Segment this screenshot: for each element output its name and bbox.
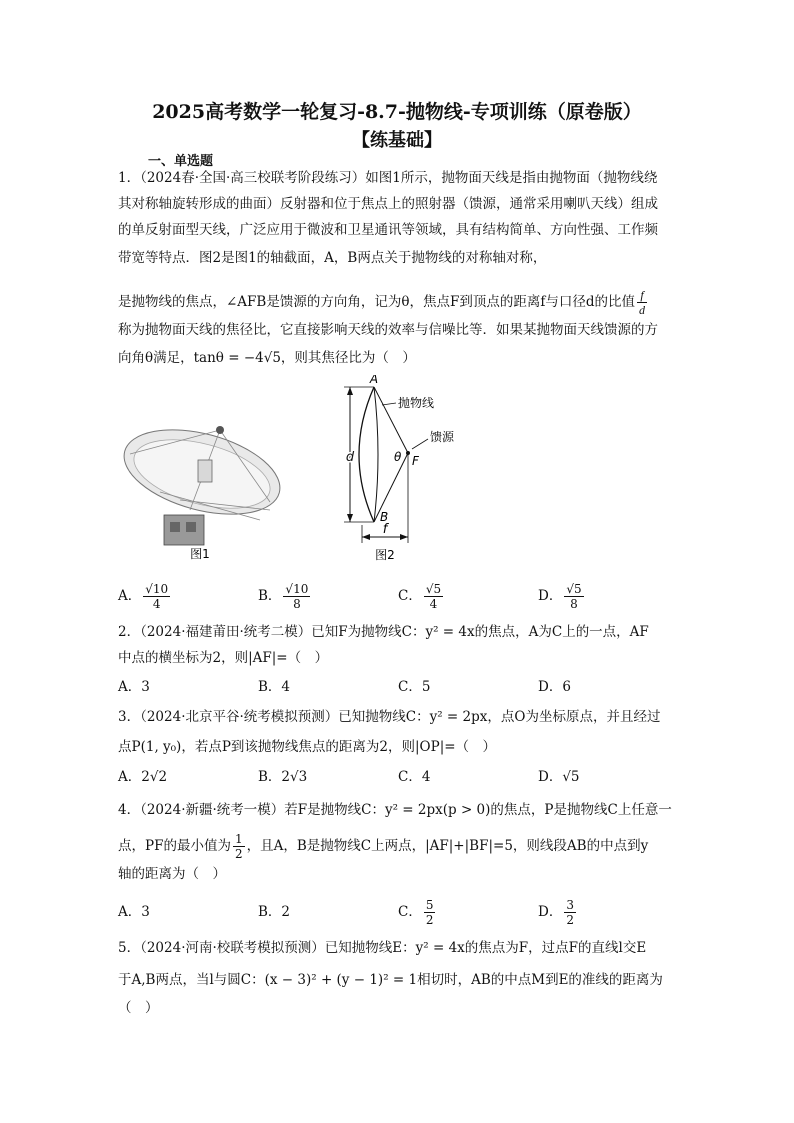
q1-option-b[interactable] [258, 582, 312, 611]
q3-line-1: 3．（2024·北京平谷·统考模拟预测）已知抛物线C：y² = 2px，点O为坐标原点，并且经过 [118, 709, 661, 725]
q1-line-7: 向角θ满足，tanθ = −4√5，则其焦径比为（ ） [118, 350, 416, 366]
q4-option-b[interactable] [258, 902, 290, 922]
q4-line-2-text-b: ，且A，B是抛物线C上两点，|AF|+|BF|=5，则线段AB的中点到y [246, 838, 649, 854]
figure-1-dish [120, 410, 290, 560]
fraction-denominator: 8 [293, 597, 301, 611]
q3-line-2: 点P(1, y₀)，若点P到该抛物线焦点的距离为2，则|OP|=（ ） [118, 739, 497, 755]
figure-2-axial-section [330, 375, 480, 565]
label-F: F [412, 454, 419, 468]
label-d: d [345, 450, 355, 465]
fraction-numerator: √10 [145, 582, 169, 596]
fraction-numerator: f [637, 288, 647, 303]
q2-option-c[interactable]: C．5 [398, 679, 431, 695]
label-parabola: 抛物线 [398, 396, 435, 410]
option-letter: D． [538, 588, 563, 604]
q1-line-4: 带宽等特点．图2是图1的轴截面，A，B两点关于抛物线的对称轴对称， [118, 250, 547, 266]
fraction-numerator: 5 [425, 898, 434, 912]
option-text: 2 [281, 904, 291, 920]
label-f: f [382, 522, 388, 537]
q1-ratio-fraction [637, 288, 647, 317]
q4-option-a[interactable] [118, 902, 150, 922]
option-letter: A． [118, 904, 142, 920]
q2-option-a[interactable]: A．3 [118, 679, 150, 695]
fraction-numerator: 3 [566, 898, 574, 912]
q3-option-a[interactable]: A．2√2 [118, 769, 168, 785]
q4-fraction [233, 832, 245, 861]
q1-line-6: 称为抛物面天线的焦径比，它直接影响天线的效率与信噪比等．如果某抛物面天线馈源的方 [118, 322, 658, 338]
document-subtitle: 【练基础】 [352, 130, 442, 151]
fraction-numerator: √5 [425, 582, 442, 596]
option-fraction [564, 582, 583, 611]
option-letter: A． [118, 588, 142, 604]
q4-line-3: 轴的距离为（ ） [118, 866, 226, 882]
q1-option-d[interactable] [538, 582, 586, 611]
q1-line-2: 其对称轴旋转形成的曲面）反射器和位于焦点上的照射器（馈源，通常采用喇叭天线）组成 [118, 196, 658, 212]
label-B: B [380, 510, 389, 524]
option-fraction [283, 582, 310, 611]
section-heading: 一、单选题 [148, 154, 214, 169]
option-letter: B． [258, 588, 282, 604]
q3-option-d[interactable]: D．√5 [538, 769, 580, 785]
q4-line-1: 4．（2024·新疆·统考一模）若F是抛物线C：y² = 2px(p > 0)的焦点，P是抛物线C上任意一 [118, 802, 672, 818]
fraction-denominator: 4 [152, 597, 161, 611]
q4-option-d[interactable] [538, 898, 578, 927]
q2-option-b[interactable]: B．4 [258, 679, 291, 695]
option-letter: C． [398, 588, 422, 604]
fraction-numerator: 1 [234, 832, 243, 846]
q4-option-c[interactable] [398, 898, 437, 927]
option-text: 3 [141, 904, 150, 920]
q1-option-a[interactable] [118, 582, 172, 611]
fraction-denominator: 2 [425, 913, 434, 927]
q1-line-5 [118, 288, 649, 317]
option-fraction [424, 582, 443, 611]
option-fraction [564, 898, 576, 927]
fraction-denominator: 2 [234, 847, 243, 861]
fraction-numerator: √5 [566, 582, 582, 596]
q5-line-2: 于A,B两点，当l与圆C：(x − 3)² + (y − 1)² = 1相切时，AB的中点M到E的准线的距离为 [118, 972, 663, 988]
figure-1-caption: 图1 [190, 547, 210, 560]
label-feed: 馈源 [430, 430, 455, 444]
label-A: A [369, 375, 379, 386]
option-letter: B． [258, 904, 282, 920]
q1-line-5-text: 是抛物线的焦点，∠AFB是馈源的方向角，记为θ，焦点F到顶点的距离f与口径d的比值 [118, 294, 635, 310]
fraction-denominator: 2 [566, 913, 574, 927]
q4-line-2-text-a: 点，PF的最小值为 [118, 838, 231, 854]
document-title: 2025高考数学一轮复习-8.7-抛物线-专项训练（原卷版） [152, 101, 642, 123]
q2-option-d[interactable]: D．6 [538, 679, 571, 695]
q3-option-c[interactable]: C．4 [398, 769, 431, 785]
q5-line-1: 5．（2024·河南·校联考模拟预测）已知抛物线E：y² = 4x的焦点为F，过点F的直线l交E [118, 940, 647, 956]
q3-option-b[interactable]: B．2√3 [258, 769, 308, 785]
label-theta: θ [394, 450, 402, 464]
q1-line-3: 的单反射面型天线，广泛应用于微波和卫星通讯等领域，具有结构简单、方向性强、工作频 [118, 222, 658, 238]
fraction-denominator: 8 [570, 597, 578, 611]
option-letter: D． [538, 904, 563, 920]
q5-line-3: （ ） [118, 1000, 159, 1016]
q1-line-1: 1．（2024春·全国·高三校联考阶段练习）如图1所示，抛物面天线是指由抛物面（抛物线绕 [118, 170, 658, 186]
q2-line-2: 中点的横坐标为2，则|AF|=（ ） [118, 650, 329, 666]
fraction-numerator: √10 [285, 582, 309, 596]
q2-line-1: 2．（2024·福建莆田·统考二模）已知F为抛物线C：y² = 4x的焦点，A为C上的一点，AF [118, 624, 649, 640]
option-fraction [143, 582, 170, 611]
figure-2-caption: 图2 [375, 548, 395, 562]
fraction-denominator: d [638, 303, 645, 317]
q4-line-2 [118, 832, 648, 861]
option-letter: C． [398, 904, 422, 920]
q1-option-c[interactable] [398, 582, 445, 611]
option-fraction [424, 898, 436, 927]
fraction-denominator: 4 [429, 597, 438, 611]
